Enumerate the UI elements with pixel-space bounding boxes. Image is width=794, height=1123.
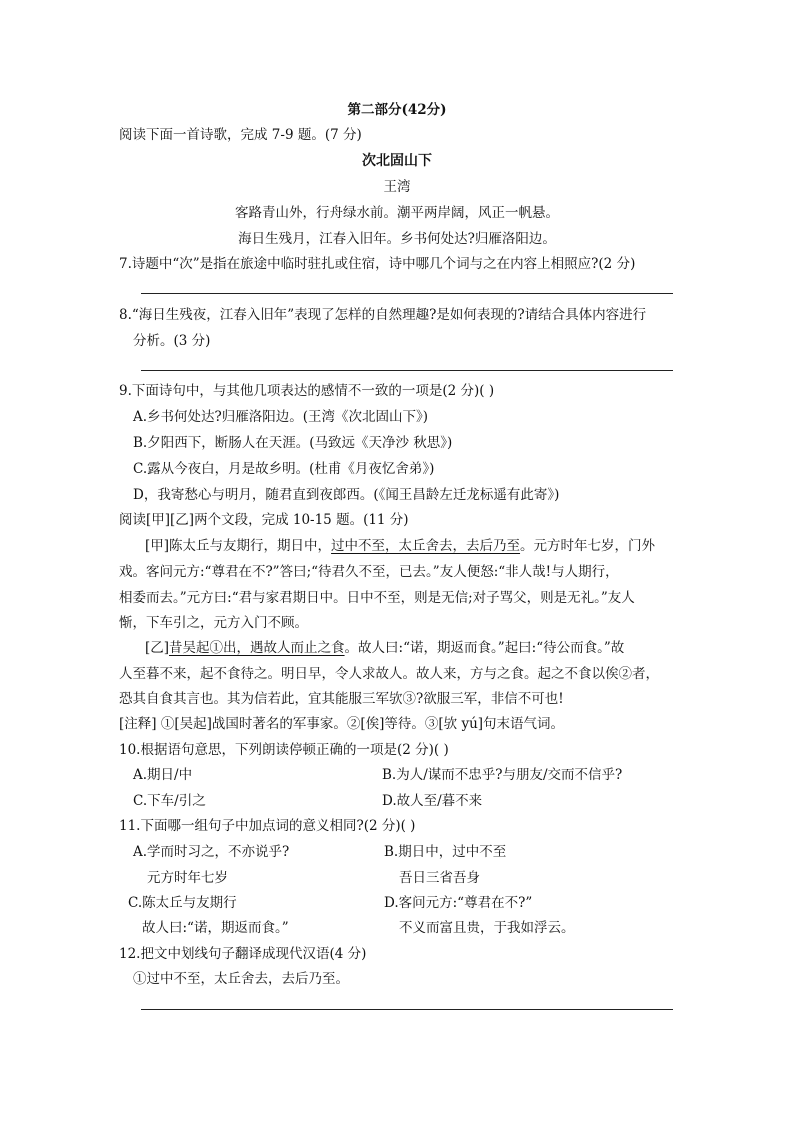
annotation-note: [注释] ①[吴起]战国时著名的军事家。②[俟]等待。③[欤 yú]句末语气词。 (119, 716, 565, 732)
question-10-option-a: A.期日/中 (133, 767, 193, 783)
poem-instruction: 阅读下面一首诗歌，完成 7-9 题。(7 分) (119, 127, 362, 143)
passage-yi-line-1 (145, 638, 624, 658)
question-11-option-a-2: 元方时年七岁 (147, 870, 228, 886)
poem-line-2: 海日生残月，江春入旧年。乡书何处达?归雁洛阳边。 (238, 231, 556, 247)
answer-line-q7[interactable] (141, 293, 673, 294)
question-11-option-b-1: B.期日中，过中不至 (384, 844, 507, 860)
passage-jia-line-2: 戏。客问元方:“尊君在不?”答曰;“待君久不至，已去。”友人便怒:“非人哉!与人期行， (119, 564, 619, 580)
question-9-option-d: D，我寄愁心与明月，随君直到夜郎西。(《闻王昌龄左迁龙标遥有此寄》) (133, 487, 560, 503)
question-10-option-b: B.为人/谋而不忠乎?与朋友/交而不信乎? (382, 767, 623, 783)
question-11-option-c-2: 故人曰:“诺，期返而食。” (142, 920, 289, 936)
answer-line-q12[interactable] (141, 1009, 673, 1010)
question-8-line-1: 8.“海日生残夜，江春入旧年”表现了怎样的自然理趣?是如何表现的?请结合具体内容进行 (119, 307, 647, 323)
question-8-line-2: 分析。(3 分) (133, 333, 211, 349)
question-10-option-d: D.故人至/暮不来 (382, 793, 483, 809)
question-7: 7.诗题中“次”是指在旅途中临时驻扎或住宿，诗中哪几个词与之在内容上相照应?(2 分) (119, 256, 636, 272)
passage-yi-line-3: 恐其自食其言也。其为信若此，宜其能服三军欤③?欲服三军，非信不可也! (119, 691, 564, 707)
passage-jia-text: 。元方时年七岁，门外 (520, 538, 656, 554)
passage-yi-text: 。故人曰:“诺，期返而食。”起曰:“待公而食。”故 (344, 640, 625, 656)
question-9-option-b: B.夕阳西下，断肠人在天涯。(马致远《天净沙 秋思》) (133, 435, 453, 451)
underlined-sentence-1: 过中不至，太丘舍去，去后乃至 (331, 538, 521, 554)
question-9-option-c: C.露从今夜白，月是故乡明。(杜甫《月夜忆舍弟》) (133, 461, 435, 477)
poem-line-1: 客路青山外，行舟绿水前。潮平两岸阔，风正一帆悬。 (235, 205, 559, 221)
question-12-stem: 12.把文中划线句子翻译成现代汉语(4 分) (119, 946, 367, 962)
question-11-option-c-1: C.陈太丘与友期行 (128, 895, 237, 911)
question-9-stem: 9.下面诗句中，与其他几项表达的感情不一致的一项是(2 分)( ) (119, 383, 495, 399)
answer-line-q8[interactable] (141, 370, 673, 371)
part-title: 第二部分(42分) (347, 102, 447, 118)
question-11-option-a-1: A.学而时习之，不亦说乎? (133, 844, 290, 860)
underlined-sentence-2: 昔吴起①出，遇故人而止之食 (169, 640, 345, 656)
passage-jia-line-1 (145, 536, 655, 556)
question-12-item-1: ①过中不至，太丘舍去，去后乃至。 (133, 971, 349, 987)
question-11-option-d-2: 不义而富且贵，于我如浮云。 (399, 920, 575, 936)
question-9-option-a: A.乡书何处达?归雁洛阳边。(王湾《次北固山下》) (133, 409, 429, 425)
question-11-option-b-2: 吾日三省吾身 (399, 870, 480, 886)
prose-instruction: 阅读[甲][乙]两个文段，完成 10-15 题。(11 分) (119, 512, 409, 528)
question-10-stem: 10.根据语句意思，下列朗读停顿正确的一项是(2 分)( ) (119, 742, 449, 758)
passage-jia-line-3: 相委而去。”元方曰:“君与家君期日中。日中不至，则是无信;对子骂父，则是无礼。”友人 (119, 590, 635, 606)
passage-jia-text: [甲]陈太丘与友期行，期日中， (145, 538, 332, 554)
passage-yi-line-2: 人至暮不来，起不食待之。明日早，令人求故人。故人来，方与之食。起之不食以俟②者， (119, 666, 659, 682)
poem-author: 王湾 (383, 179, 411, 195)
question-11-option-d-1: D.客问元方:“尊君在不?” (384, 895, 533, 911)
question-10-option-c: C.下车/引之 (133, 793, 206, 809)
passage-jia-line-4: 惭，下车引之，元方入门不顾。 (119, 615, 308, 631)
poem-title: 次北固山下 (362, 153, 432, 169)
passage-yi-text: [乙] (145, 640, 170, 656)
question-11-stem: 11.下面哪一组句子中加点词的意义相同?(2 分)( ) (119, 818, 416, 834)
